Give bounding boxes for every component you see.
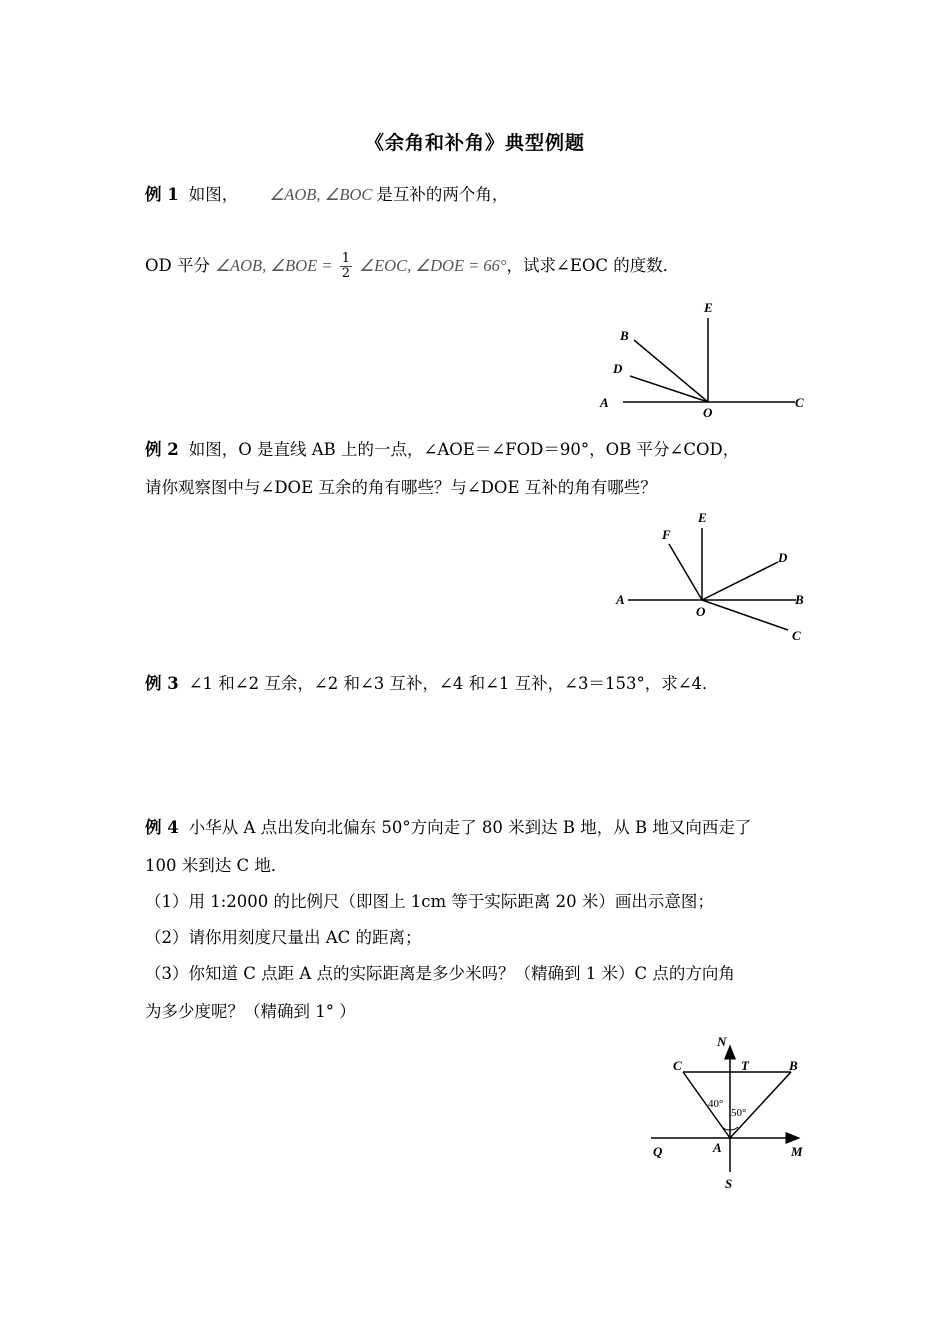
example2-figure xyxy=(612,508,817,648)
label-o: O xyxy=(696,604,706,619)
example4-question2: （2）请你用刻度尺量出 AC 的距离； xyxy=(145,928,422,947)
example4-line2: 100 米到达 C 地． xyxy=(145,856,288,875)
example4-question3-cont: 为多少度呢？（精确到 1° ） xyxy=(145,1002,356,1021)
example1-line2-end: ，试求∠EOC 的度数． xyxy=(506,256,680,275)
example1-figure xyxy=(595,300,815,425)
ray-ob xyxy=(634,340,708,402)
label-q: Q xyxy=(653,1144,663,1159)
example1-angles: ∠AOB, ∠BOC xyxy=(269,185,373,204)
example1-line1 xyxy=(145,183,508,207)
label-b: B xyxy=(789,1058,798,1073)
example1-math-a: ∠AOB, ∠BOE = xyxy=(215,256,333,275)
example4-line1 xyxy=(145,816,751,840)
label-o: O xyxy=(703,405,713,420)
example1-intro: 如图， xyxy=(188,185,239,204)
label-a: A xyxy=(600,395,609,410)
example1-od-bisects: OD 平分 xyxy=(145,256,211,275)
label-e: E xyxy=(698,510,707,525)
label-m: M xyxy=(791,1144,803,1159)
label-b: B xyxy=(795,592,804,607)
example3-line xyxy=(145,672,719,696)
example3-text: ∠1 和∠2 互余，∠2 和∠3 互补，∠4 和∠1 互补，∠3＝153°，求∠4． xyxy=(188,674,719,693)
example2-text1: 如图，O 是直线 AB 上的一点，∠AOE＝∠FOD＝90°，OB 平分∠COD， xyxy=(188,440,740,459)
example4-question3: （3）你知道 C 点距 A 点的实际距离是多少米吗？（精确到 1 米）C 点的方向角 xyxy=(145,964,735,983)
example3-label: 例 3 xyxy=(145,674,179,693)
label-c: C xyxy=(673,1058,682,1073)
ray-od xyxy=(702,562,778,600)
fraction-denominator: 2 xyxy=(341,266,351,281)
example1-line1-end: 是互补的两个角， xyxy=(376,185,509,204)
label-50-degrees: 50° xyxy=(731,1107,747,1119)
ray-oc xyxy=(702,600,788,630)
example2-label: 例 2 xyxy=(145,440,179,459)
label-n: N xyxy=(717,1034,727,1049)
label-f: F xyxy=(662,527,671,542)
fraction-numerator: 1 xyxy=(341,251,351,266)
example1-label: 例 1 xyxy=(145,185,179,204)
label-d: D xyxy=(613,361,623,376)
label-t: T xyxy=(741,1058,749,1073)
example1-math-b: ∠EOC, ∠DOE = 66° xyxy=(359,256,507,275)
example4-label: 例 4 xyxy=(145,818,179,837)
label-40-degrees: 40° xyxy=(708,1098,724,1110)
label-c: C xyxy=(795,395,804,410)
label-d: D xyxy=(778,550,788,565)
ray-od xyxy=(630,376,708,402)
page-title: 《余角和补角》典型例题 xyxy=(364,132,585,154)
label-a: A xyxy=(713,1140,722,1155)
example4-question1: （1）用 1:2000 的比例尺（即图上 1cm 等于实际距离 20 米）画出示意图； xyxy=(145,892,714,911)
label-c: C xyxy=(792,628,801,643)
label-e: E xyxy=(704,300,713,315)
example1-fraction xyxy=(340,252,352,281)
label-a: A xyxy=(616,592,625,607)
example4-text1: 小华从 A 点出发向北偏东 50°方向走了 80 米到达 B 地，从 B 地又向西走了 xyxy=(188,818,752,837)
example2-line2: 请你观察图中与∠DOE 互余的角有哪些？与∠DOE 互补的角有哪些？ xyxy=(145,478,657,497)
ray-of xyxy=(669,544,702,600)
example4-figure xyxy=(645,1032,815,1192)
example2-line1 xyxy=(145,438,739,462)
label-s: S xyxy=(725,1176,733,1191)
example1-line2 xyxy=(145,252,679,281)
label-b: B xyxy=(620,328,629,343)
segment-ab xyxy=(730,1072,791,1138)
